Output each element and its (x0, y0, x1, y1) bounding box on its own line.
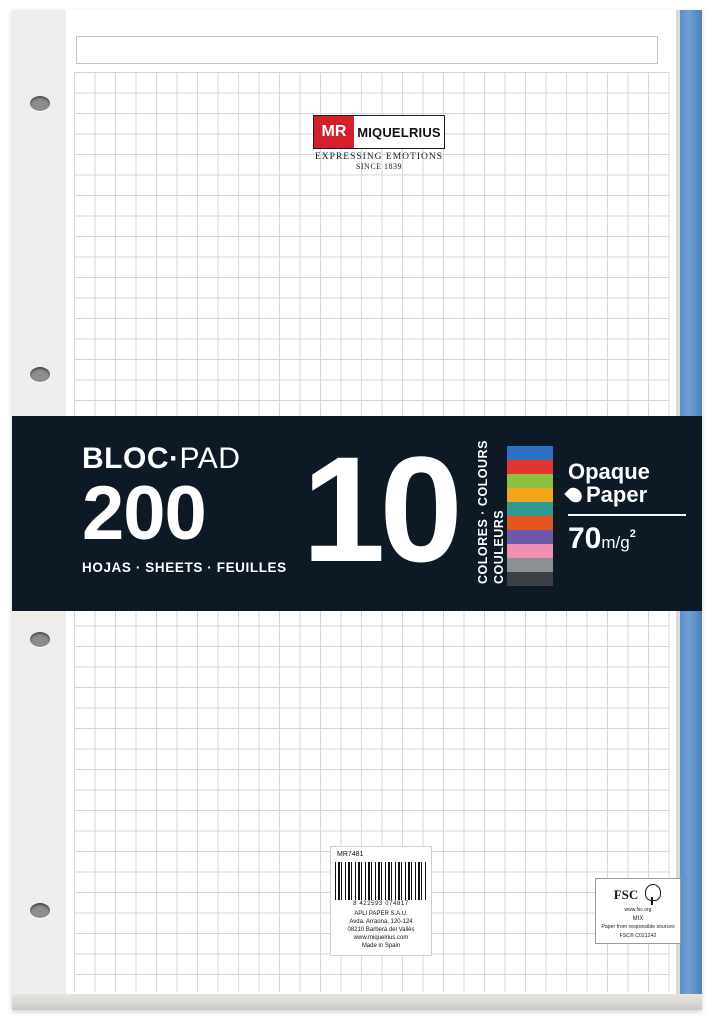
fsc-logo (598, 884, 678, 906)
paper-weight (568, 522, 688, 556)
barcode-number: 8 422593 074817 (353, 901, 409, 907)
water-drop-icon (564, 484, 585, 505)
colour-swatch (507, 558, 553, 572)
punch-hole (30, 367, 50, 382)
fsc-code: FSC® C021242 (619, 932, 657, 939)
colour-swatch (507, 474, 553, 488)
colour-swatch (507, 502, 553, 516)
band-title-bloc: BLOC (82, 442, 169, 475)
colour-swatch (507, 544, 553, 558)
colour-swatch (507, 488, 553, 502)
colour-swatch (507, 572, 553, 586)
paper-opaque-label: Opaque (568, 459, 650, 484)
brand-logo (313, 115, 445, 171)
manufacturer-info (335, 910, 427, 950)
punch-hole (30, 903, 50, 918)
sheet-header-box (76, 36, 658, 64)
brand-mark: MR (314, 116, 354, 148)
colour-count: 10 (302, 425, 457, 593)
brand-tagline: EXPRESSING EMOTIONS (315, 152, 443, 162)
brand-since: SINCE 1839 (355, 162, 403, 171)
colour-swatch (507, 530, 553, 544)
company-website: www.miquelrius.com (353, 935, 409, 942)
paper-paper-label (568, 483, 688, 506)
notepad (12, 10, 702, 1010)
fsc-mark-text: FSC (613, 887, 639, 902)
sheet-count: 200 (82, 471, 206, 556)
divider (568, 514, 686, 516)
band-left-block (82, 444, 292, 575)
product-reference: MR7481 (337, 851, 364, 858)
paper-weight-sup: 2 (629, 528, 636, 541)
punch-hole (30, 96, 50, 111)
paper-paper-text: Paper (586, 482, 648, 508)
pad-sheet-stack (12, 994, 702, 1010)
company-address-2: 08210 Barberà del Vallès (347, 927, 415, 934)
tree-icon (642, 884, 662, 906)
company-name: APLI PAPER S.A.U. (354, 911, 408, 917)
brand-logo-bar (313, 115, 445, 149)
company-address-1: Avda. Arraona, 120-124 (349, 919, 413, 926)
fsc-description: Paper from responsible sources (601, 924, 675, 930)
product-label (330, 846, 432, 956)
paper-spec-block (568, 460, 688, 556)
brand-name: MIQUELRIUS (357, 124, 441, 140)
sheet-count-label: HOJAS · SHEETS · FEUILLES (82, 560, 287, 576)
colour-swatch (507, 446, 553, 460)
punch-hole (30, 632, 50, 647)
info-band (12, 416, 702, 611)
fsc-mix-label: MIX (632, 916, 644, 922)
paper-weight-value: 70 (568, 522, 602, 556)
band-title-sep: · (169, 442, 180, 475)
colour-swatch (507, 460, 553, 474)
colour-label-block (464, 440, 506, 584)
country-of-origin: Made in Spain (361, 943, 401, 950)
band-title-pad: PAD (179, 442, 241, 475)
colour-label-es: COLORES · COLOURS (476, 440, 490, 584)
band-title (82, 444, 292, 474)
paper-weight-unit: m/g (601, 533, 630, 553)
colour-label-fr: COULEURS (492, 509, 506, 584)
colour-swatch (507, 516, 553, 530)
fsc-certification (595, 878, 681, 944)
fsc-url: www.fsc.org (624, 907, 652, 913)
colour-swatches (507, 446, 553, 586)
barcode-icon (335, 862, 427, 900)
